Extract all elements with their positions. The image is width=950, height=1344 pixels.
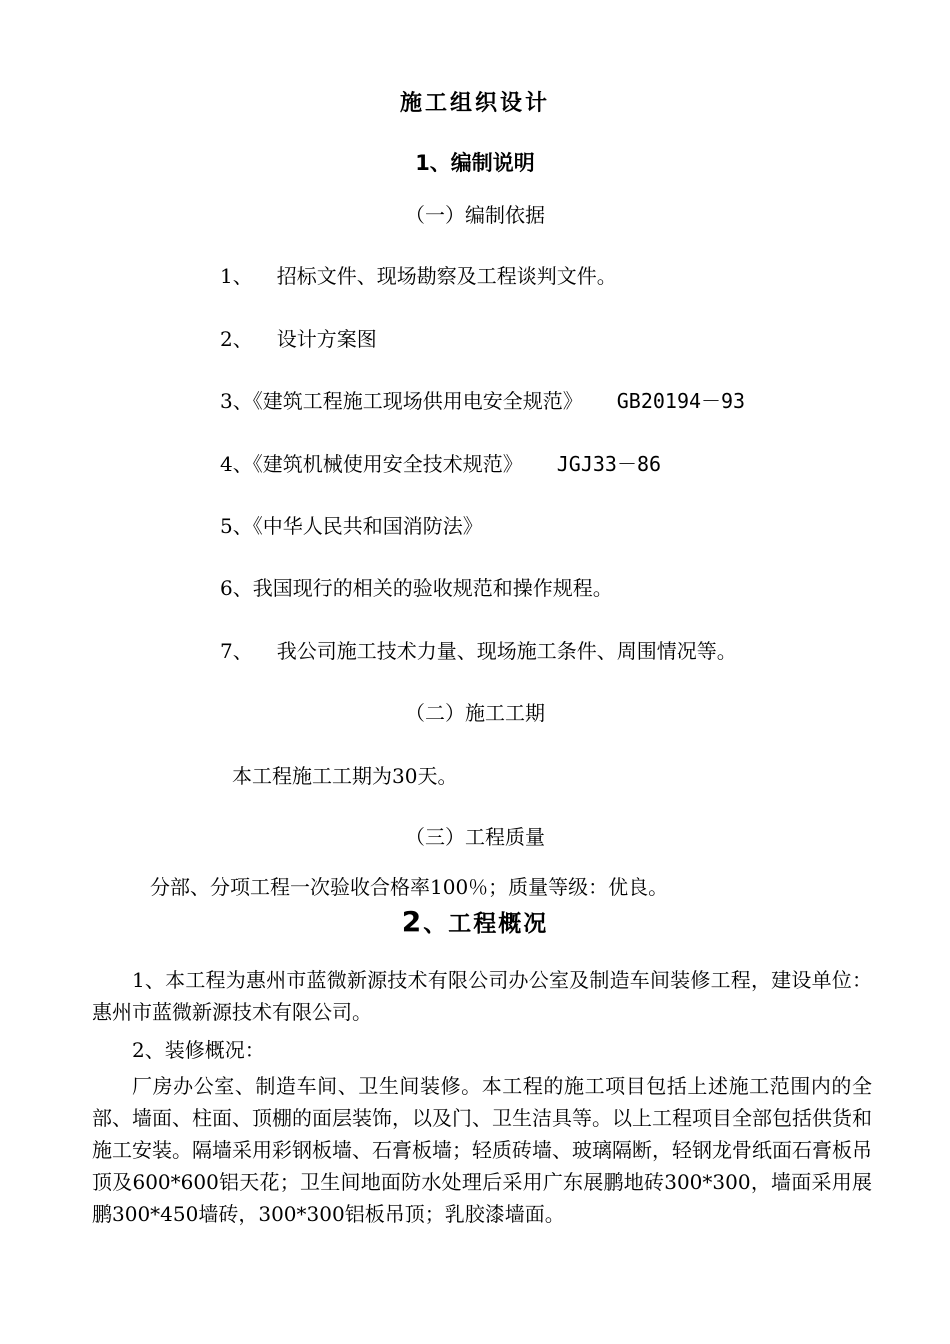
quality-text: 分部、分项工程一次验收合格率100％；质量等级：优良。 — [150, 875, 669, 899]
basis-item-2 — [220, 323, 377, 352]
standard-code: JGJ33－86 — [556, 452, 662, 476]
item-text: 招标文件、现场勘察及工程谈判文件。 — [276, 264, 617, 288]
standard-code: GB20194－93 — [616, 389, 746, 413]
quality-heading: （三）工程质量 — [405, 825, 545, 849]
overview-paragraph-1: 1、本工程为惠州市蓝微新源技术有限公司办公室及制造车间装修工程，建设单位：惠州市蓝微新源技术有限公司。 — [92, 968, 872, 1024]
basis-item-3 — [220, 385, 745, 414]
item-number: 3、 — [220, 389, 253, 413]
period-text: 本工程施工工期为30天。 — [232, 764, 458, 788]
item-text: 《建筑工程施工现场供用电安全规范》 — [252, 389, 583, 413]
basis-item-1 — [220, 260, 617, 289]
item-number: 5、 — [220, 514, 253, 538]
item-number: 1、 — [220, 264, 253, 288]
item-text: 《中华人民共和国消防法》 — [252, 514, 483, 538]
section-2-title: 、工程概况 — [423, 911, 549, 937]
period-heading: （二）施工工期 — [405, 701, 545, 725]
basis-item-6 — [220, 572, 613, 601]
document-title: 施工组织设计 — [399, 91, 550, 116]
basis-heading: （一）编制依据 — [405, 203, 545, 227]
overview-paragraph-3: 厂房办公室、制造车间、卫生间装修。本工程的施工项目包括上述施工范围内的全部、墙面、柱面、顶棚的面层装饰，以及门、卫生洁具等。以上工程项目全部包括供货和施工安装。隔墙采用彩钢板墙、石膏板墙；轻质砖墙、玻璃隔断，轻钢龙骨纸面石膏板吊顶及600*600铝天花；卫生间地面防水处理后采用广东展鹏地砖300*300，墙面采用展鹏300*450墙砖，300*300铝板吊顶；乳胶漆墙面。 — [92, 1074, 872, 1226]
basis-item-7 — [220, 635, 737, 664]
item-text: 我国现行的相关的验收规范和操作规程。 — [252, 576, 613, 600]
item-text: 《建筑机械使用安全技术规范》 — [252, 452, 523, 476]
item-number: 6、 — [220, 576, 253, 600]
item-number: 2、 — [220, 327, 253, 351]
item-number: 4、 — [220, 452, 253, 476]
section-2-number: 2 — [401, 905, 424, 938]
item-text: 我公司施工技术力量、现场施工条件、周围情况等。 — [276, 639, 737, 663]
item-number: 7、 — [220, 639, 253, 663]
section-2-heading — [0, 905, 950, 938]
basis-item-4 — [220, 448, 661, 477]
overview-paragraph-2: 2、装修概况： — [132, 1038, 265, 1062]
basis-item-5 — [220, 510, 483, 539]
item-text: 设计方案图 — [276, 327, 377, 351]
section-1-heading: 1、编制说明 — [415, 151, 535, 175]
